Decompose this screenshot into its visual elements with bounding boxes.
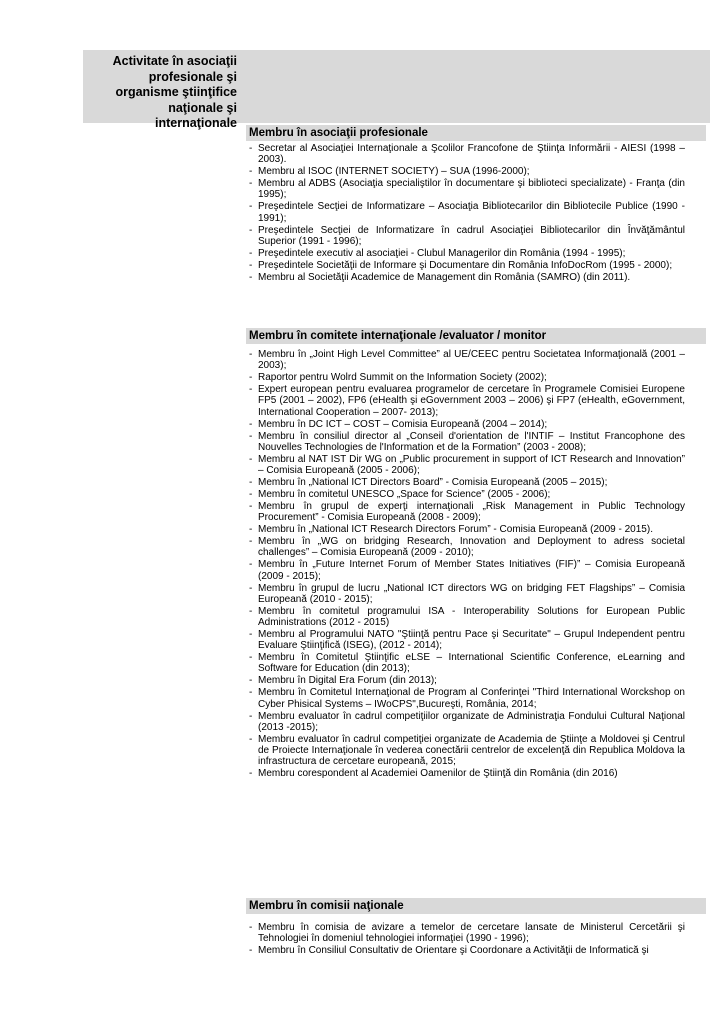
- group-heading-international-committees: Membru în comitete internaţionale /evaluator / monitor: [246, 328, 706, 344]
- list-item: - Membru al NAT IST Dir WG on „Public procurement in support of ICT Research and Innovation” – Comisia Europeană (2005 - 2006);: [249, 454, 685, 476]
- list-item: - Membru în grupul de lucru „National ICT directors WG on bridging FET Flagships” – Comisia Europeană (2010 - 2015);: [249, 583, 685, 605]
- list-item: - Membru în Consiliul Consultativ de Orientare şi Coordonare a Activităţii de Informatică şi: [249, 945, 685, 956]
- list-item: - Membru al Societăţii Academice de Management din România (SAMRO) (din 2011).: [249, 272, 685, 283]
- international-committees-list: [249, 349, 685, 780]
- list-item: - Membru corespondent al Academiei Oamenilor de Ştiinţă din România (din 2016): [249, 768, 685, 779]
- list-item: - Membru în Digital Era Forum (din 2013);: [249, 675, 685, 686]
- list-item: - Expert european pentru evaluarea programelor de cercetare în Programele Comisiei Europene FP5 (2001 – 2002), FP6 (eHealth şi eGovernment 2003 – 2006) şi FP7 (eHealth, eGovernment, International Cooperation – 2007- 2013);: [249, 384, 685, 418]
- national-commissions-list: [249, 922, 685, 957]
- group-heading-professional-associations: Membru în asociaţii profesionale: [246, 125, 706, 141]
- list-item: - Membru al ISOC (INTERNET SOCIETY) – SUA (1996-2000);: [249, 166, 685, 177]
- list-item: - Preşedintele Secţiei de Informatizare în cadrul Asociaţiei Bibliotecarilor din Învăţământul Superior (1991 - 1996);: [249, 225, 685, 247]
- section-title: Activitate în asociaţii profesionale şi organisme ştiinţifice naţionale şi internaţionale: [112, 54, 237, 130]
- list-item: - Membru în „National ICT Research Directors Forum” - Comisia Europeană (2009 - 2015).: [249, 524, 685, 535]
- list-item: - Membru în „National ICT Directors Board” - Comisia Europeană (2005 – 2015);: [249, 477, 685, 488]
- list-item: - Membru în „Future Internet Forum of Member States Initiatives (FIF)” – Comisia Europeană (2009 - 2015);: [249, 559, 685, 581]
- list-item: - Membru evaluator în cadrul competiţiilor organizate de Administraţia Fondului Cultural Naţional (2013 -2015);: [249, 711, 685, 733]
- list-item: - Membru în „Joint High Level Committee” al UE/CEEC pentru Societatea Informaţională (2001 – 2003);: [249, 349, 685, 371]
- list-item: - Preşedintele Secţiei de Informatizare – Asociaţia Bibliotecarilor din Bibliotecile Publice (1990 - 1991);: [249, 201, 685, 223]
- list-item: - Membru evaluator în cadrul competiţiei organizate de Academia de Ştiinţe a Moldovei şi Centrul de Proiecte Internaţionale în vederea conectării centrelor de excelenţă din Republica Moldova la infrastructura de cercetare europeană, 2015;: [249, 734, 685, 768]
- list-item: - Membru în comitetul UNESCO „Space for Science” (2005 - 2006);: [249, 489, 685, 500]
- list-item: - Membru al Programului NATO "Ştiinţă pentru Pace şi Securitate" – Grupul Independent pentru Evaluare Ştiinţifică (ISEG), (2012 - 2014);: [249, 629, 685, 651]
- list-item: - Membru în „WG on bridging Research, Innovation and Deployment to adress societal challenges” – Comisia Europeană (2009 - 2010);: [249, 536, 685, 558]
- list-item: - Preşedintele Societăţii de Informare şi Documentare din România InfoDocRom (1995 - 2000);: [249, 260, 685, 271]
- list-item: - Membru al ADBS (Asociaţia specialiştilor în documentare şi biblioteci specializate) - Franţa (din 1995);: [249, 178, 685, 200]
- list-item: - Membru în grupul de experţi internaţionali „Risk Management in Public Technology Procurement” - Comisia Europeană (2008 - 2009);: [249, 501, 685, 523]
- list-item: - Membru în Comitetul Ştiinţific eLSE – International Scientific Conference, eLearning and Software for Education (din 2013);: [249, 652, 685, 674]
- professional-associations-list: [249, 143, 685, 284]
- list-item: - Membru în comitetul programului ISA - Interoperability Solutions for European Public Administrations (2012 - 2015): [249, 606, 685, 628]
- group-heading-national-commissions: Membru în comisii naţionale: [246, 898, 706, 914]
- list-item: - Membru în Comitetul Internaţional de Program al Conferinţei "Third International Worckshop on Cyber Phisical Systems – IWoCPS",Bucureşti, România, 2014;: [249, 687, 685, 709]
- list-item: - Raportor pentru Wolrd Summit on the Information Society (2002);: [249, 372, 685, 383]
- list-item: - Membru în comisia de avizare a temelor de cercetare lansate de Ministerul Cercetării şi Tehnologiei în domeniul tehnologiei informaţiei (1990 - 1996);: [249, 922, 685, 944]
- list-item: - Membru în consiliul director al „Conseil d'orientation de l'INTIF – Institut Francophone des Nouvelles Technologies de l'Information et de la Formation” (2003 - 2008);: [249, 431, 685, 453]
- list-item: - Membru în DC ICT – COST – Comisia Europeană (2004 – 2014);: [249, 419, 685, 430]
- list-item: - Secretar al Asociaţiei Internaţionale a Şcolilor Francofone de Ştiinţa Informării - AIESI (1998 – 2003).: [249, 143, 685, 165]
- list-item: - Preşedintele executiv al asociaţiei - Clubul Managerilor din România (1994 - 1995);: [249, 248, 685, 259]
